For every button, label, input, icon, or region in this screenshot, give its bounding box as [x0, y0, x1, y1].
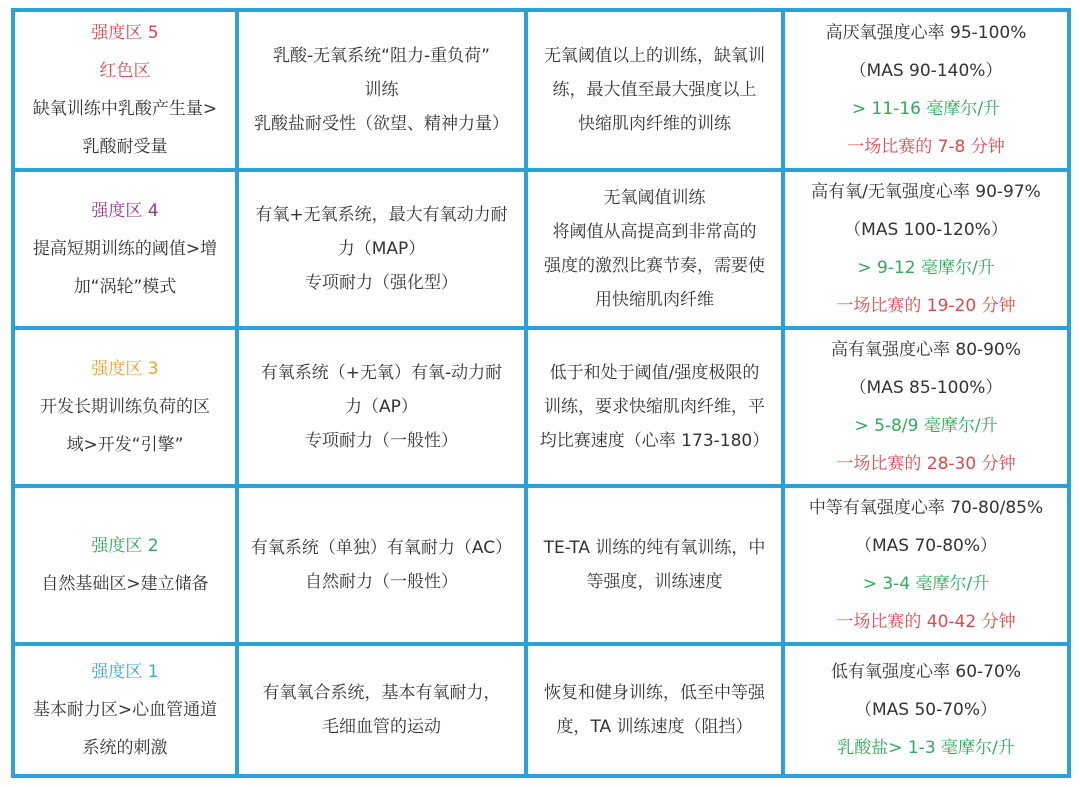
zone-cell: [15, 330, 239, 488]
training-type-line: 无氧阈值以上的训练，缺氧训: [544, 46, 765, 66]
energy-system-line: 力（AP）: [345, 397, 418, 417]
intensity-line: > 5-8/9 毫摩尔/升: [854, 416, 998, 436]
zone-line: 强度区 4: [91, 201, 159, 221]
zone-line: 强度区 3: [91, 359, 159, 379]
intensity-line: （MAS 50-70%）: [854, 700, 998, 720]
zone-line: 强度区 2: [91, 536, 159, 556]
zone-cell: [15, 488, 239, 646]
energy-system-cell: [239, 172, 528, 330]
training-type-line: 快缩肌肉纤维的训练: [578, 114, 731, 134]
energy-system-line: 有氧系统（单独）有氧耐力（AC）: [250, 538, 513, 558]
intensity-line: > 9-12 毫摩尔/升: [857, 258, 995, 278]
intensity-line: （MAS 85-100%）: [849, 378, 1003, 398]
training-type-line: 强度的激烈比赛节奏，需要使: [544, 256, 765, 276]
intensity-line: 一场比赛的 40-42 分钟: [836, 612, 1016, 632]
energy-system-cell: [239, 646, 528, 774]
energy-system-line: 专项耐力（一般性）: [305, 431, 458, 451]
intensity-line: 高有氧强度心率 80-90%: [831, 340, 1021, 360]
zone-line: 自然基础区>建立储备: [41, 574, 209, 594]
training-type-line: 练，最大值至最大强度以上: [552, 80, 757, 100]
training-type-line: 度，TA 训练速度（阻挡）: [556, 717, 753, 737]
training-type-line: TE-TA 训练的纯有氧训练，中: [543, 538, 766, 558]
zone-line: 域>开发“引擎”: [66, 435, 184, 455]
energy-system-line: 毛细血管的运动: [322, 717, 441, 737]
training-type-cell: [528, 488, 785, 646]
intensity-line: > 11-16 毫摩尔/升: [851, 99, 1001, 119]
intensity-line: （MAS 90-140%）: [849, 61, 1003, 81]
intensity-line: 低有氧强度心率 60-70%: [831, 662, 1021, 682]
energy-system-line: 力（MAP）: [337, 239, 426, 259]
training-type-cell: [528, 172, 785, 330]
intensity-line: 高厌氧强度心率 95-100%: [825, 23, 1027, 43]
zone-line: 基本耐力区>心血管通道: [32, 700, 218, 720]
training-type-line: 均比赛速度（心率 173-180）: [539, 431, 770, 451]
intensity-cell: [785, 646, 1067, 774]
energy-system-line: 乳酸盐耐受性（欲望、精神力量）: [254, 114, 509, 134]
energy-system-line: 乳酸-无氧系统“阻力-重负荷”: [273, 46, 490, 66]
intensity-line: 一场比赛的 7-8 分钟: [847, 137, 1005, 157]
zone-cell: [15, 12, 239, 172]
energy-system-cell: [239, 330, 528, 488]
training-type-line: 训练，要求快缩肌肉纤维，平: [544, 397, 765, 417]
intensity-line: 高有氧/无氧强度心率 90-97%: [811, 182, 1041, 202]
zone-cell: [15, 172, 239, 330]
energy-system-line: 专项耐力（强化型）: [305, 273, 458, 293]
training-type-line: 恢复和健身训练，低至中等强: [544, 683, 765, 703]
zone-cell: [15, 646, 239, 774]
intensity-line: 一场比赛的 19-20 分钟: [836, 296, 1016, 316]
zone-line: 乳酸耐受量: [82, 137, 168, 157]
zone-line: 缺氧训练中乳酸产生量>: [32, 99, 218, 119]
training-type-line: 用快缩肌肉纤维: [595, 290, 714, 310]
training-type-cell: [528, 330, 785, 488]
zone-line: 开发长期训练负荷的区: [40, 397, 210, 417]
zone-line: 加“涡轮”模式: [73, 277, 177, 297]
intensity-cell: [785, 12, 1067, 172]
training-type-line: 低于和处于阈值/强度极限的: [549, 363, 760, 383]
intensity-cell: [785, 172, 1067, 330]
intensity-line: 乳酸盐> 1-3 毫摩尔/升: [837, 738, 1015, 758]
training-zones-table: [11, 8, 1071, 778]
intensity-line: 中等有氧强度心率 70-80/85%: [808, 498, 1044, 518]
zone-line: 强度区 1: [91, 662, 159, 682]
training-type-line: 将阈值从高提高到非常高的: [552, 222, 757, 242]
zone-line: 系统的刺激: [82, 738, 168, 758]
intensity-line: 一场比赛的 28-30 分钟: [836, 454, 1016, 474]
intensity-line: （MAS 100-120%）: [844, 220, 1008, 240]
zone-line: 提高短期训练的阈值>增: [32, 239, 218, 259]
zone-line: 红色区: [99, 61, 151, 81]
energy-system-cell: [239, 488, 528, 646]
energy-system-line: 有氧氧合系统，基本有氧耐力，: [262, 683, 501, 703]
training-type-cell: [528, 12, 785, 172]
energy-system-line: 有氧系统（+无氧）有氧-动力耐: [260, 363, 503, 383]
intensity-line: > 3-4 毫摩尔/升: [862, 574, 990, 594]
zone-line: 强度区 5: [91, 23, 159, 43]
energy-system-cell: [239, 12, 528, 172]
intensity-cell: [785, 488, 1067, 646]
energy-system-line: 有氧+无氧系统，最大有氧动力耐: [255, 205, 508, 225]
energy-system-line: 训练: [364, 80, 399, 100]
training-type-cell: [528, 646, 785, 774]
intensity-line: （MAS 70-80%）: [854, 536, 998, 556]
training-type-line: 无氧阈值训练: [603, 188, 706, 208]
energy-system-line: 自然耐力（一般性）: [305, 572, 458, 592]
intensity-cell: [785, 330, 1067, 488]
training-type-line: 等强度，训练速度: [586, 572, 723, 592]
